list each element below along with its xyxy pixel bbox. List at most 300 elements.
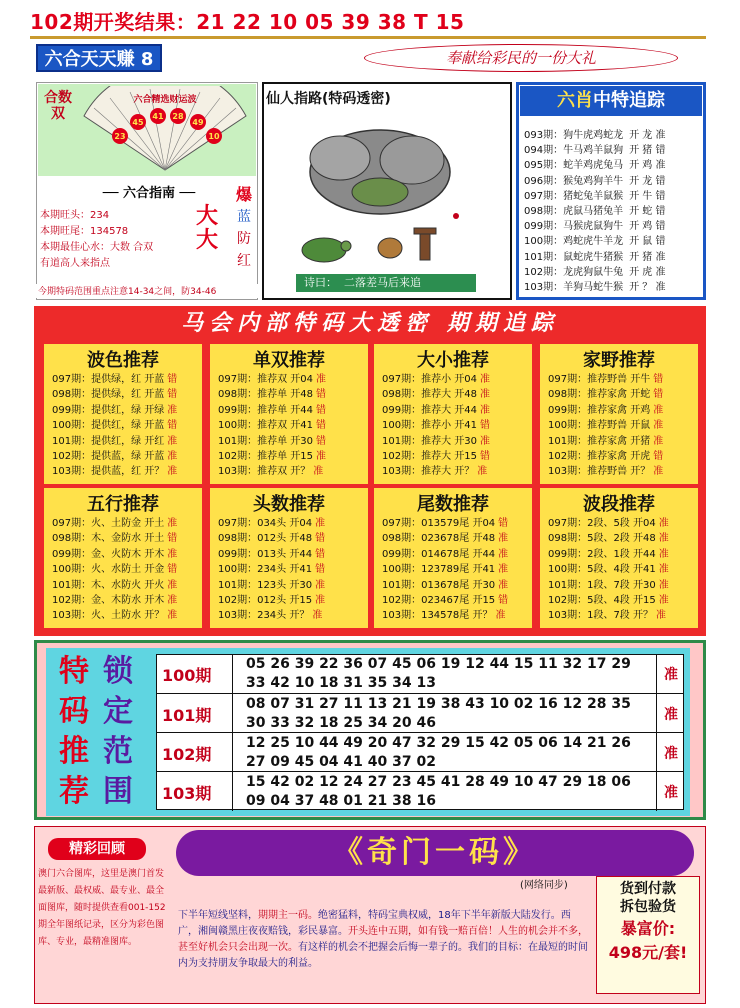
recommend-row-mark: 错 [316,404,326,416]
number-line: 27 09 45 04 41 40 37 02 [246,754,436,770]
label-char: 码 [59,694,89,729]
price-label: 暴富价: [620,919,676,938]
price-value: 498元/套! [608,943,688,962]
recommend-row-mark: 准 [498,564,509,576]
zodiac-tracker-outcome: 开 蛇 错 [629,206,666,217]
fan-title: 六合精选财运波 [133,95,197,105]
recommend-row-text: 103期：推荐野兽 开？ [548,466,651,478]
recommend-row-text: 100期：5段、4段 开41 [548,564,656,576]
recommend-row [540,464,698,479]
recommend-row-text: 103期：提供蓝，红 开？ [52,466,165,478]
recommend-row-text: 102期：023467尾 开15 [382,595,496,607]
hint-title: 仙人指路(特码透密) [266,91,391,107]
recommend-row [374,449,532,464]
recommend-row-text: 099期：推荐大 开44 [382,404,477,416]
zodiac-tracker-row [524,232,700,247]
recommend-row-mark: 错 [167,533,178,545]
period-label: 100期 [162,666,212,685]
recommend-row [540,593,698,608]
heshu-label: 合数双 [44,90,72,122]
zodiac-tracker-row [524,202,700,217]
label-char: 定 [103,694,133,729]
recommend-row-text: 099期：金、火防木 开木 [52,548,165,560]
number-line: 08 07 31 27 11 13 21 19 38 43 10 02 16 12 28 35 [246,696,631,712]
guide-row: 本期最佳心水：大数 合双 [40,242,154,253]
recommend-row [210,418,368,433]
recommend-row-mark: 准 [653,435,664,447]
qimen-title: 《奇门一码》 [333,835,537,870]
recommend-row-mark: 准 [653,404,664,416]
zodiac-tracker-period: 098期：虎鼠马猪兔羊 [524,206,624,217]
recommend-row-text: 103期：推荐双 开？ [218,466,311,478]
label-char: 特 [59,654,89,689]
cod-line: 拆包验货 [620,899,676,915]
special-number-row [156,732,684,771]
lock-range-label [96,652,140,812]
recommend-row-text: 102期：5段、4段 开15 [548,595,656,607]
column-divider [656,733,657,772]
recommend-row-mark: 准 [167,595,178,607]
recommend-row [210,434,368,449]
recommend-cell-title: 五行推荐 [87,494,159,515]
recommend-row-text: 101期：木、水防火 开火 [52,579,165,591]
recommend-row-mark: 准 [653,466,664,478]
guide-tail: 有道高人来指点 [40,258,110,269]
number-line: 12 25 10 44 49 20 47 32 29 15 42 05 06 14 21 26 [246,735,631,751]
recommend-row-mark: 错 [167,374,178,385]
recommend-row [374,434,532,449]
zodiac-tracker-outcome: 开 虎 准 [629,266,666,278]
recommend-row-mark: 错 [315,533,326,545]
recommend-row-text: 102期：提供蓝，绿 开蓝 [52,451,165,463]
desc-part: 下半年短线坚料， [178,910,258,921]
range-note: 今期特码范围重点注意14-34之间，防34-46 [36,284,258,298]
zodiac-tracker-row [524,126,700,141]
recommend-cell [210,488,368,628]
label-char: 围 [103,774,133,809]
recommend-row [374,516,532,531]
side-hint-char: 爆 [235,185,252,204]
recommend-row [374,372,532,387]
recommend-row-mark: 错 [315,564,326,576]
recommend-row-mark: 准 [480,404,490,416]
recommend-row [44,449,202,464]
recommend-cell-title: 尾数推荐 [417,494,489,515]
recommend-cell [210,344,368,484]
recommend-row-text: 102期：金、木防水 开木 [52,595,165,607]
recommend-row-text: 099期：推荐单 开44 [218,404,313,416]
period-label: 101期 [162,706,212,725]
zodiac-tracker-period: 094期：牛马鸡羊鼠狗 [524,145,624,157]
zodiac-tracker-period: 103期：羊狗马蛇牛猴 [524,282,624,293]
recommend-row-mark: 准 [315,518,326,529]
zodiac-tracker-outcome: 开 牛 错 [629,190,666,202]
recommend-row-text: 099期：013头 开44 [218,548,313,560]
recommend-row-mark: 错 [498,518,509,529]
recommend-row-mark: 准 [656,610,666,622]
zodiac-tracker-outcome: 开 ？ 准 [629,282,666,293]
recommend-row-mark: 准 [167,579,178,591]
recommend-row-mark: 错 [316,389,326,401]
recommend-row-mark: 准 [167,404,178,416]
recommend-row-text: 103期：火、土防水 开？ [52,610,165,622]
recommend-row [44,403,202,418]
zodiac-tracker-period: 102期：龙虎狗鼠牛兔 [524,266,624,278]
zodiac-tracker-row [524,263,700,278]
column-divider [656,694,657,733]
recommend-row-mark: 准 [658,548,669,560]
zodiac-tracker-row [524,172,700,187]
recommend-row [374,562,532,577]
zodiac-tracker-outcome: 开 鸡 准 [629,160,666,172]
fan-illustration [80,86,250,174]
recommend-row-text: 098期：012头 开48 [218,533,313,545]
recommend-row-mark: 错 [498,595,509,607]
recommend-row-text: 100期：234头 开41 [218,564,313,576]
recommend-row-mark: 准 [477,466,488,478]
review-text: 澳门六合图库，这里是澳门首发最新版、最权威、最专业、最全面图库，随时提供查看001-152期全年图纸记录，区分为彩色图库、专业，最精准图库。 [38,869,166,947]
recommend-row [540,547,698,562]
zodiac-tracker-period: 097期：猪蛇兔羊鼠猴 [524,190,624,202]
recommend-row [374,531,532,546]
recommend-row [210,372,368,387]
recommend-row-mark: 准 [495,610,506,622]
recommend-row-text: 101期：提供红，绿 开红 [52,435,165,447]
recommend-row-mark: 准 [316,374,326,385]
recommend-row-text: 101期：推荐家禽 开猪 [548,435,651,447]
recommend-cell [540,344,698,484]
recommend-row [210,562,368,577]
side-hint-char: 蓝 [237,209,251,225]
recommend-row-text: 097期：013579尾 开04 [382,518,496,529]
recommend-row-mark: 错 [653,389,664,401]
desc-part: 期期主一码。 [258,910,318,921]
fan-number: 23 [114,132,126,141]
recommend-row-text: 098期：5段、2段 开48 [548,533,656,545]
recommend-row-mark: 准 [480,435,490,447]
recommend-row-text: 100期：推荐野兽 开鼠 [548,420,651,432]
side-hint [232,184,256,272]
accuracy-mark: 准 [664,746,678,762]
recommend-cell-title: 大小推荐 [417,350,489,371]
recommend-row-mark: 错 [315,548,326,560]
recommend-cell [540,488,698,628]
recommend-row-mark: 准 [167,451,178,463]
recommend-cell-title: 波色推荐 [87,350,159,371]
recommend-row [540,449,698,464]
period-label: 103期 [162,784,212,803]
recommend-row-text: 102期：推荐单 开15 [218,451,313,463]
special-number-row [156,771,684,810]
review-title: 精彩回顾 [48,838,146,860]
column-divider [232,772,233,811]
recommend-row-mark: 错 [653,374,664,385]
recommend-row-mark: 准 [315,595,326,607]
guide-row: 本期旺头：234 [40,210,110,221]
recommend-row [374,608,532,623]
recommend-row-mark: 错 [167,420,178,432]
guide-title: ── 六合指南 ── [102,186,196,201]
zodiac-tracker-title [520,86,702,116]
fan-number: 41 [152,112,164,121]
recommend-row [374,418,532,433]
recommend-row-text: 103期：234头 开？ [218,610,310,622]
special-number-row [156,654,684,693]
recommend-row-mark: 准 [316,451,326,463]
brand-badge: 六合天天赚 8 [36,44,162,72]
recommend-row [44,372,202,387]
recommend-cell-title: 家野推荐 [583,350,655,371]
recommend-row-mark: 准 [498,533,509,545]
column-divider [656,654,657,693]
recommend-row-text: 102期：012头 开15 [218,595,313,607]
recommend-row [374,403,532,418]
recommend-row [44,547,202,562]
zodiac-tracker-outcome: 开 龙 准 [629,130,666,141]
accuracy-mark: 准 [664,707,678,723]
number-line: 30 33 32 18 25 34 20 46 [246,715,436,731]
recommend-row [540,403,698,418]
zodiac-tracker-title-a: 六肖 [557,90,593,111]
special-number-row [156,693,684,732]
network-sync-note: (网络同步) [520,880,568,891]
side-hint-char: 防 [237,231,251,247]
recommend-row-text: 100期：推荐双 开41 [218,420,313,432]
recommend-row-mark: 准 [658,595,669,607]
recommend-row [44,418,202,433]
number-line: 09 04 37 48 01 21 38 16 [246,793,436,809]
recommend-row-mark: 错 [480,451,490,463]
zodiac-tracker-period: 100期：鸡蛇虎牛羊龙 [524,236,624,248]
recommend-row-text: 103期：1段、7段 开？ [548,610,653,622]
recommend-row [44,608,202,623]
recommend-row-mark: 错 [653,451,664,463]
recommend-row [210,449,368,464]
recommend-row [540,608,698,623]
recommend-row [210,516,368,531]
recommend-row-mark: 准 [658,533,669,545]
zodiac-tracker-outcome: 开 鸡 错 [629,221,666,233]
recommend-row [44,578,202,593]
recommend-row-mark: 准 [167,435,178,447]
recommend-cell [44,344,202,484]
recommend-row-text: 099期：014678尾 开44 [382,548,496,560]
recommend-row [210,578,368,593]
recommend-row-text: 098期：推荐家禽 开蛇 [548,389,651,401]
recommend-row-text: 101期：推荐单 开30 [218,435,313,447]
recommend-row [44,593,202,608]
recommend-row-mark: 准 [480,374,490,385]
big-character: 大大 [195,203,218,253]
recommend-row-text: 097期：推荐野兽 开牛 [548,374,651,385]
header-divider [30,36,706,39]
recommend-row-mark: 准 [315,579,326,591]
tortoise-illustration [280,112,490,272]
poem-strip [296,274,476,292]
recommend-row-text: 097期：034头 开04 [218,518,313,529]
number-line: 05 26 39 22 36 07 45 06 19 12 44 15 11 32 17 29 [246,656,631,672]
accuracy-mark: 准 [664,667,678,683]
recommend-row-mark: 准 [167,548,178,560]
zodiac-tracker-period: 093期：狗牛虎鸡蛇龙 [524,130,624,141]
draw-result-title: 102期开奖结果：21 22 10 05 39 38 T 15 [30,10,465,34]
recommend-row-text: 097期：2段、5段 开04 [548,518,656,529]
column-divider [232,733,233,772]
recommend-row [44,387,202,402]
zodiac-tracker-row [524,278,700,293]
recommend-row-mark: 准 [167,466,178,478]
number-line: 33 42 10 18 31 35 34 13 [246,675,436,691]
recommend-row [44,562,202,577]
zodiac-tracker-outcome: 开 猪 错 [629,145,666,157]
recommend-row-text: 098期：推荐大 开48 [382,389,477,401]
recommend-row-text: 100期：推荐小 开41 [382,420,477,432]
recommend-row [210,403,368,418]
recommend-row-mark: 准 [313,466,324,478]
recommend-row-text: 100期：提供红，绿 开蓝 [52,420,165,432]
zodiac-tracker-row [524,187,700,202]
recommend-row-text: 099期：推荐家禽 开鸡 [548,404,651,416]
accuracy-mark: 准 [664,785,678,801]
recommend-row-mark: 准 [658,579,669,591]
recommend-row-text: 099期：2段、1段 开44 [548,548,656,560]
recommend-row-text: 103期：推荐大 开？ [382,466,475,478]
recommend-row [540,387,698,402]
recommend-row-mark: 准 [658,518,669,529]
recommend-row [210,387,368,402]
recommend-row-mark: 错 [316,420,326,432]
poem-text: 二落差马后来追 [344,276,421,289]
recommend-row [540,578,698,593]
zodiac-tracker-row [524,141,700,156]
recommend-row [374,464,532,479]
zodiac-tracker-title-b: 中特追踪 [593,90,665,111]
recommend-row [374,547,532,562]
column-divider [656,772,657,811]
recommend-row-mark: 准 [653,420,664,432]
recommend-row-mark: 准 [658,564,669,576]
guide-title-text: 六合指南 [122,186,175,201]
recommend-row-text: 102期：推荐家禽 开虎 [548,451,651,463]
recommend-row [374,387,532,402]
recommend-row-text: 098期：023678尾 开48 [382,533,496,545]
recommend-row [540,372,698,387]
label-char: 推 [59,734,89,769]
recommend-row [374,593,532,608]
recommend-row-mark: 准 [167,518,178,529]
recommend-row-mark: 错 [167,389,178,401]
recommend-row [44,531,202,546]
fan-number: 45 [132,118,144,127]
recommend-row [540,516,698,531]
zodiac-tracker-outcome: 开 龙 错 [629,175,666,187]
recommend-row-text: 101期：013678尾 开30 [382,579,496,591]
recommend-row-mark: 错 [480,420,490,432]
zodiac-tracker-period: 101期：鼠蛇虎牛猪猴 [524,251,624,263]
recommend-row-text: 101期：1段、7段 开30 [548,579,656,591]
side-hint-char: 红 [237,253,251,269]
recommend-row-text: 098期：推荐单 开48 [218,389,313,401]
poem-label: 诗曰： [304,276,337,289]
recommend-row [44,516,202,531]
zodiac-tracker-period: 099期：马猴虎鼠狗牛 [524,221,624,233]
label-char: 锁 [103,654,133,689]
recommend-row-mark: 准 [480,389,490,401]
recommend-cell-title: 单双推荐 [253,350,325,371]
recommend-row-text: 098期：木、金防水 开土 [52,533,165,545]
period-label: 102期 [162,745,212,764]
column-divider [232,694,233,733]
recommend-row [210,547,368,562]
zodiac-tracker-row [524,217,700,232]
qimen-description [178,908,588,972]
fan-number: 10 [208,132,220,141]
recommend-row-text: 100期：火、水防土 开金 [52,564,165,576]
recommend-row-text: 101期：123头 开30 [218,579,313,591]
recommend-row-text: 101期：推荐大 开30 [382,435,477,447]
recommend-row-mark: 准 [498,548,509,560]
number-line: 15 42 02 12 24 27 23 45 41 28 49 10 47 29 18 06 [246,774,631,790]
recommend-row [540,531,698,546]
insider-banner-text: 马会内部特码大透密 期期追踪 [181,310,559,336]
recommend-cell [374,488,532,628]
recommend-row-mark: 错 [167,564,178,576]
recommend-row [540,562,698,577]
zodiac-tracker-period: 096期：猴兔鸡狗羊牛 [524,175,624,187]
special-recommend-label [52,652,96,812]
recommend-row [540,434,698,449]
recommend-row-text: 097期：提供绿，红 开蓝 [52,374,165,385]
recommend-row [374,578,532,593]
zodiac-tracker-period: 095期：蛇羊鸡虎兔马 [524,160,624,172]
fan-number: 49 [192,118,204,127]
recommend-cell-title: 头数推荐 [253,494,325,515]
cod-line: 货到付款 [620,881,676,897]
recommend-row [44,464,202,479]
recommend-row-mark: 准 [167,610,178,622]
zodiac-tracker-row [524,156,700,171]
recommend-row-text: 097期：推荐小 开04 [382,374,477,385]
recommend-row-text: 102期：推荐大 开15 [382,451,477,463]
recommend-row-mark: 准 [498,579,509,591]
label-char: 范 [103,734,133,769]
zodiac-tracker-outcome: 开 鼠 错 [629,236,666,248]
recommend-row [44,434,202,449]
zodiac-tracker-outcome: 开 猪 准 [629,251,666,263]
recommend-row-text: 097期：推荐双 开04 [218,374,313,385]
recommend-row [540,418,698,433]
recommend-row-text: 098期：提供绿，红 开蓝 [52,389,165,401]
desc-part: 开头连中五期，如有钱一赔百倍！人生的机会并不多，甚至好机会只会出现一次。 [178,926,588,953]
recommend-row [210,608,368,623]
zodiac-tracker-row [524,248,700,263]
recommend-row-mark: 准 [312,610,323,622]
recommend-row [210,531,368,546]
recommend-row-text: 100期：123789尾 开41 [382,564,496,576]
recommend-row-text: 099期：提供红，绿 开绿 [52,404,165,416]
slogan-oval: 奉献给彩民的一份大礼 [364,44,678,72]
recommend-cell-title: 波段推荐 [583,494,655,515]
desc-part: 有这样的机会不把握会后悔一辈子的。我们的目标：在最短的时间内为支持朋友争取最大的利益。 [178,942,588,969]
recommend-row-text: 097期：火、土防金 开土 [52,518,165,529]
recommend-row [210,464,368,479]
fan-number: 28 [172,112,184,121]
desc-part: 绝密猛料，特码宝典权威，18年下半年新版大陆发行。西广，湘闽赣黑庄夜夜赔钱，彩民暴富。 [178,910,571,937]
column-divider [232,654,233,693]
recommend-cell [374,344,532,484]
recommend-row-text: 103期：134578尾 开？ [382,610,493,622]
label-char: 荐 [59,774,89,809]
